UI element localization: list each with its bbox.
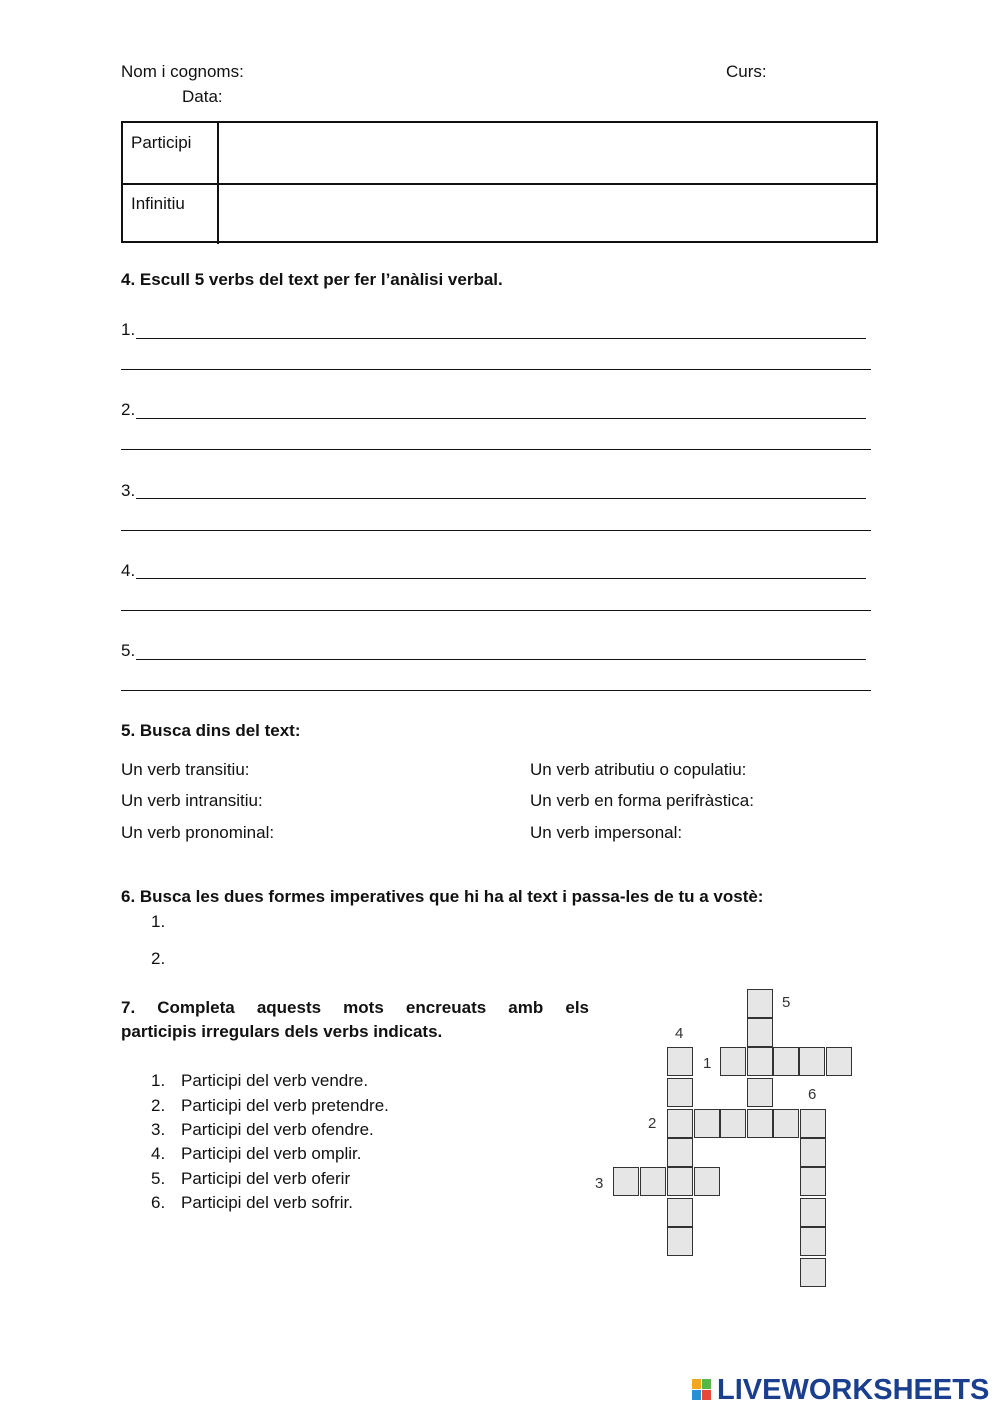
crossword-cell[interactable]	[667, 1138, 693, 1167]
crossword-number-4: 4	[675, 1025, 684, 1042]
participle-infinitive-table	[121, 121, 878, 243]
intransitive-verb-label: Un verb intransitiu:	[121, 791, 263, 810]
name-label: Nom i cognoms:	[121, 62, 244, 81]
crossword-cell[interactable]	[747, 1018, 773, 1047]
clue-text: Participi del verb oferir	[181, 1169, 351, 1188]
crossword-cell[interactable]	[720, 1109, 746, 1138]
q4-answer-line-3a[interactable]	[136, 498, 866, 499]
crossword-cell[interactable]	[773, 1109, 799, 1138]
q6-item-number: 1.	[151, 912, 166, 931]
crossword-cell[interactable]	[800, 1167, 826, 1196]
q4-item-number: 2.	[121, 400, 136, 419]
q4-answer-line-2b[interactable]	[121, 449, 871, 450]
q4-title: 4. Escull 5 verbs del text per fer l’anàlisi verbal.	[121, 270, 503, 289]
clue-text: Participi del verb ofendre.	[181, 1120, 374, 1139]
q4-answer-line-5b[interactable]	[121, 690, 871, 691]
q7-title-line-1: 7. Completa aquests mots encreuats amb els	[121, 998, 589, 1017]
crossword-cell[interactable]	[747, 1078, 773, 1107]
q4-item-number: 1.	[121, 320, 136, 339]
q4-answer-line-2a[interactable]	[136, 418, 866, 419]
table-row-label-cell	[123, 184, 219, 244]
table-row	[123, 123, 876, 185]
infinitive-label: Infinitiu	[131, 194, 185, 213]
q4-item-number: 4.	[121, 561, 136, 580]
crossword-number-5: 5	[782, 994, 791, 1011]
crossword-cell[interactable]	[799, 1047, 825, 1076]
logo-grid-icon	[692, 1379, 712, 1401]
q4-answer-line-3b[interactable]	[121, 530, 871, 531]
crossword-cell[interactable]	[800, 1227, 826, 1256]
crossword-number-2: 2	[648, 1115, 657, 1132]
table-row-label-cell	[123, 123, 219, 183]
crossword-cell[interactable]	[826, 1047, 852, 1076]
q6-title: 6. Busca les dues formes imperatives que hi ha al text i passa-les de tu a vostè:	[121, 887, 764, 906]
crossword-cell[interactable]	[800, 1109, 826, 1138]
date-label: Data:	[182, 87, 223, 106]
clue-number: 6.	[151, 1193, 166, 1212]
clue-text: Participi del verb omplir.	[181, 1144, 362, 1163]
crossword-cell[interactable]	[747, 1047, 773, 1076]
q4-answer-line-4a[interactable]	[136, 578, 866, 579]
clue-number: 2.	[151, 1096, 166, 1115]
q7-title-line-2: participis irregulars dels verbs indicats.	[121, 1022, 443, 1041]
clue-number: 5.	[151, 1169, 166, 1188]
course-label: Curs:	[726, 62, 767, 81]
crossword-cell[interactable]	[800, 1138, 826, 1167]
crossword-cell[interactable]	[800, 1198, 826, 1227]
clue-number: 4.	[151, 1144, 166, 1163]
crossword-number-6: 6	[808, 1086, 817, 1103]
participle-answer-field[interactable]	[221, 123, 876, 183]
clue-number: 3.	[151, 1120, 166, 1139]
clue-text: Participi del verb sofrir.	[181, 1193, 353, 1212]
crossword-number-3: 3	[595, 1175, 604, 1192]
clue-text: Participi del verb vendre.	[181, 1071, 369, 1090]
clue-text: Participi del verb pretendre.	[181, 1096, 389, 1115]
q4-answer-line-5a[interactable]	[136, 659, 866, 660]
transitive-verb-label: Un verb transitiu:	[121, 760, 250, 779]
crossword-cell[interactable]	[667, 1198, 693, 1227]
crossword-cell[interactable]	[800, 1258, 826, 1287]
crossword-cell[interactable]	[667, 1078, 693, 1107]
crossword-number-1: 1	[703, 1055, 712, 1072]
pronominal-verb-label: Un verb pronominal:	[121, 823, 275, 842]
crossword-cell[interactable]	[747, 989, 773, 1018]
crossword-cell[interactable]	[667, 1047, 693, 1076]
crossword-cell[interactable]	[747, 1109, 773, 1138]
crossword-cell[interactable]	[720, 1047, 746, 1076]
crossword-cell[interactable]	[694, 1167, 720, 1196]
q4-answer-line-1a[interactable]	[136, 338, 866, 339]
logo-text: LIVEWORKSHEETS	[717, 1374, 990, 1406]
periphrastic-verb-label: Un verb en forma perifràstica:	[530, 791, 754, 810]
crossword-cell[interactable]	[667, 1109, 693, 1138]
copulative-verb-label: Un verb atributiu o copulatiu:	[530, 760, 747, 779]
infinitive-answer-field[interactable]	[221, 184, 876, 244]
crossword-cell[interactable]	[613, 1167, 639, 1196]
q4-item-number: 5.	[121, 641, 136, 660]
q5-title: 5. Busca dins del text:	[121, 721, 301, 740]
q4-answer-line-4b[interactable]	[121, 610, 871, 611]
q6-item-number: 2.	[151, 949, 166, 968]
q4-answer-line-1b[interactable]	[121, 369, 871, 370]
crossword-cell[interactable]	[667, 1227, 693, 1256]
table-row	[123, 184, 876, 244]
clue-number: 1.	[151, 1071, 166, 1090]
crossword-cell[interactable]	[773, 1047, 799, 1076]
crossword-cell[interactable]	[694, 1109, 720, 1138]
crossword-cell[interactable]	[667, 1167, 693, 1196]
participle-label: Participi	[131, 133, 192, 152]
impersonal-verb-label: Un verb impersonal:	[530, 823, 683, 842]
q4-item-number: 3.	[121, 481, 136, 500]
crossword-cell[interactable]	[640, 1167, 666, 1196]
